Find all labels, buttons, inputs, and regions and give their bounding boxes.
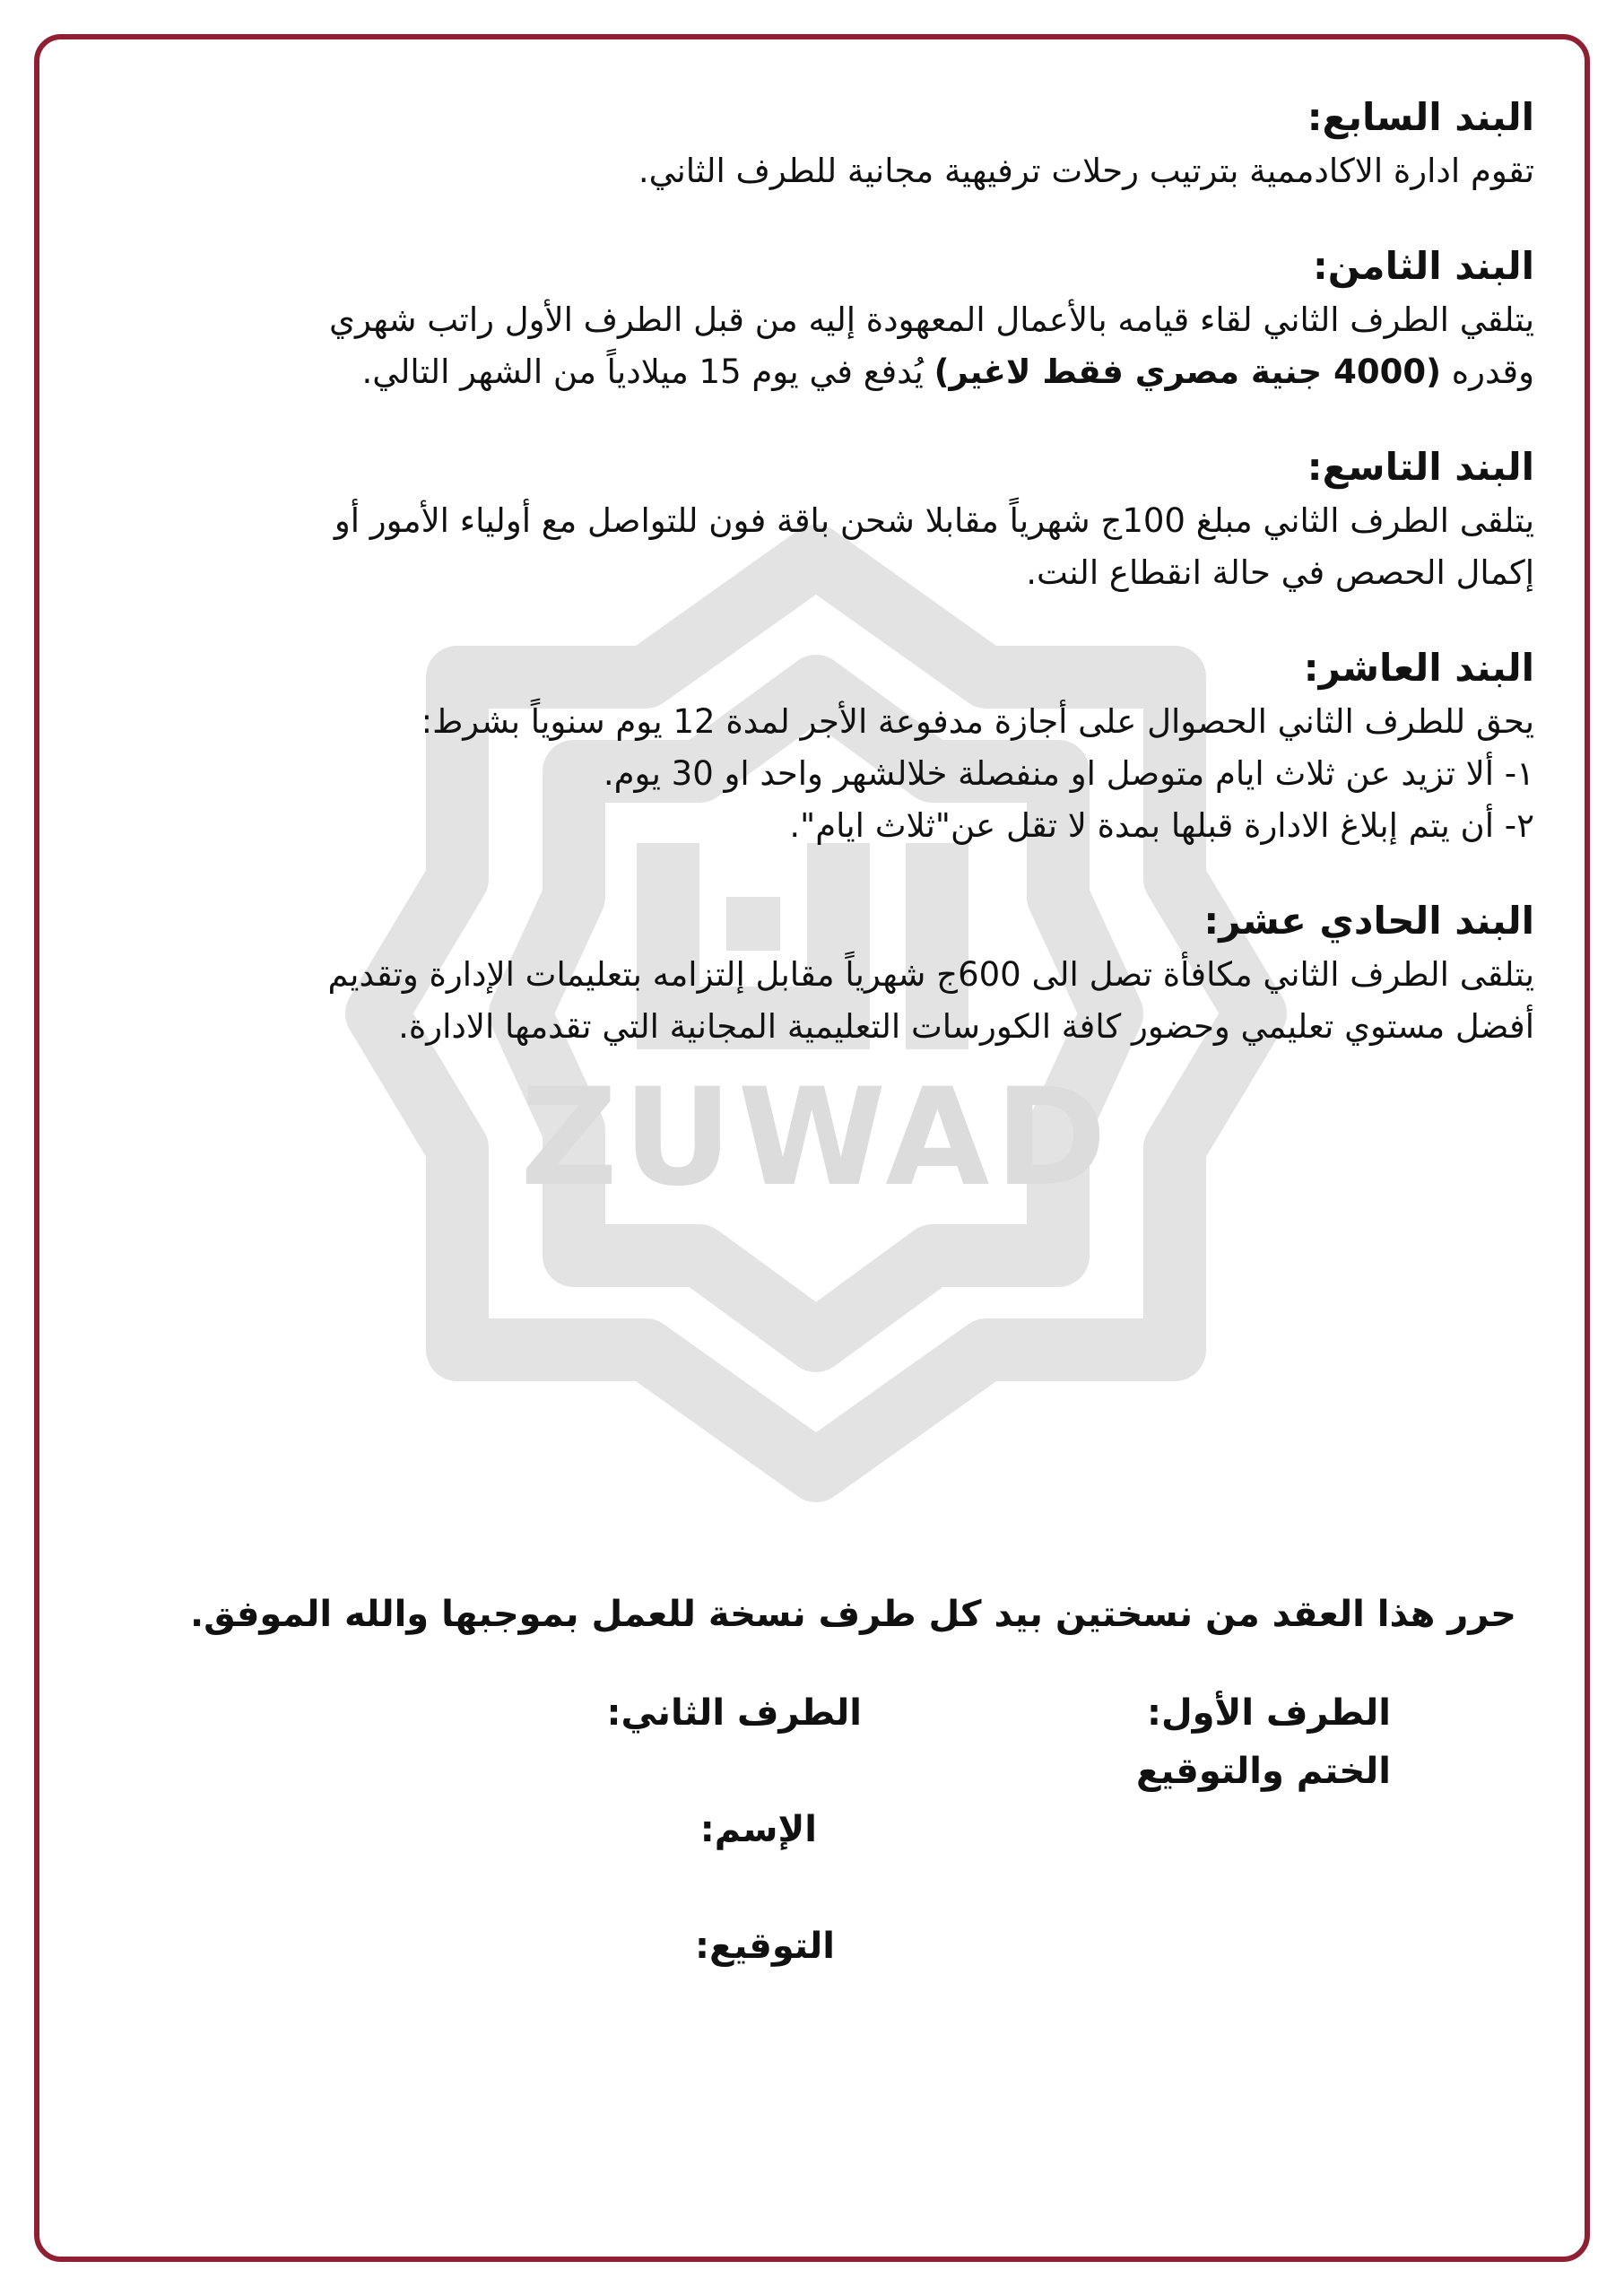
- clause-10: [82, 640, 1534, 852]
- clause-heading: البند الحادي عشر:: [1203, 899, 1534, 943]
- clause-text: تقوم ادارة الاكادممية بترتيب رحلات ترفيهية مجانية للطرف الثاني.: [638, 152, 1534, 190]
- signature-label: التوقيع:: [695, 1926, 835, 1967]
- clause-text-salary: [82, 346, 1534, 398]
- clause-text: يتلقي الطرف الثاني لقاء قيامه بالأعمال المعهودة إليه من قبل الطرف الأول راتب شهري: [329, 300, 1534, 339]
- second-party-label: الطرف الثاني:: [606, 1692, 862, 1734]
- watermark-text: ZUWAD: [520, 1060, 1112, 1216]
- salary-suffix: يُدفع في يوم 15 ميلادياً من الشهر التالي.: [361, 352, 934, 391]
- salary-amount: (4000 جنية مصري فقط لاغير): [934, 352, 1441, 391]
- clause-heading: البند العاشر:: [1303, 646, 1534, 690]
- name-label: الإسم:: [699, 1809, 817, 1850]
- clause-condition-1: ١- ألا تزيد عن ثلاث ايام متوصل او منفصلة خلالشهر واحد او 30 يوم.: [603, 754, 1534, 793]
- clause-text: يتلقى الطرف الثاني مكافأة تصل الى 600ج شهرياً مقابل إلتزامه بتعليمات الإدارة وتقديم: [327, 955, 1534, 994]
- stamp-and-signature-label: الختم والتوقيع: [1135, 1751, 1391, 1792]
- clause-11: [82, 893, 1534, 1053]
- first-party-label: الطرف الأول:: [1146, 1692, 1391, 1734]
- contract-clauses: [82, 90, 1534, 1094]
- clause-text: أفضل مستوي تعليمي وحضور كافة الكورسات التعليمية المجانية التي تقدمها الادارة.: [398, 1007, 1534, 1046]
- clause-condition-2: ٢- أن يتم إبلاغ الادارة قبلها بمدة لا تقل عن"ثلاث ايام".: [789, 806, 1534, 845]
- clause-text: يحق للطرف الثاني الحصوال على أجازة مدفوعة الأجر لمدة 12 يوم سنوياً بشرط:: [421, 702, 1534, 741]
- salary-prefix: وقدره: [1441, 352, 1534, 391]
- clause-9: [82, 439, 1534, 599]
- clause-heading: البند السابع:: [1307, 95, 1534, 139]
- clause-heading: البند الثامن:: [1312, 244, 1534, 288]
- clause-text: إكمال الحصص في حالة انقطاع النت.: [1026, 553, 1534, 592]
- clause-heading: البند التاسع:: [1307, 445, 1534, 489]
- clause-8: [82, 239, 1534, 398]
- clause-7: [82, 90, 1534, 197]
- closing-statement: حرر هذا العقد من نسختين بيد كل طرف نسخة للعمل بموجبها والله الموفق.: [189, 1594, 1516, 1635]
- clause-text: يتلقى الطرف الثاني مبلغ 100ج شهرياً مقابلا شحن باقة فون للتواصل مع أولياء الأمور أو: [334, 501, 1534, 540]
